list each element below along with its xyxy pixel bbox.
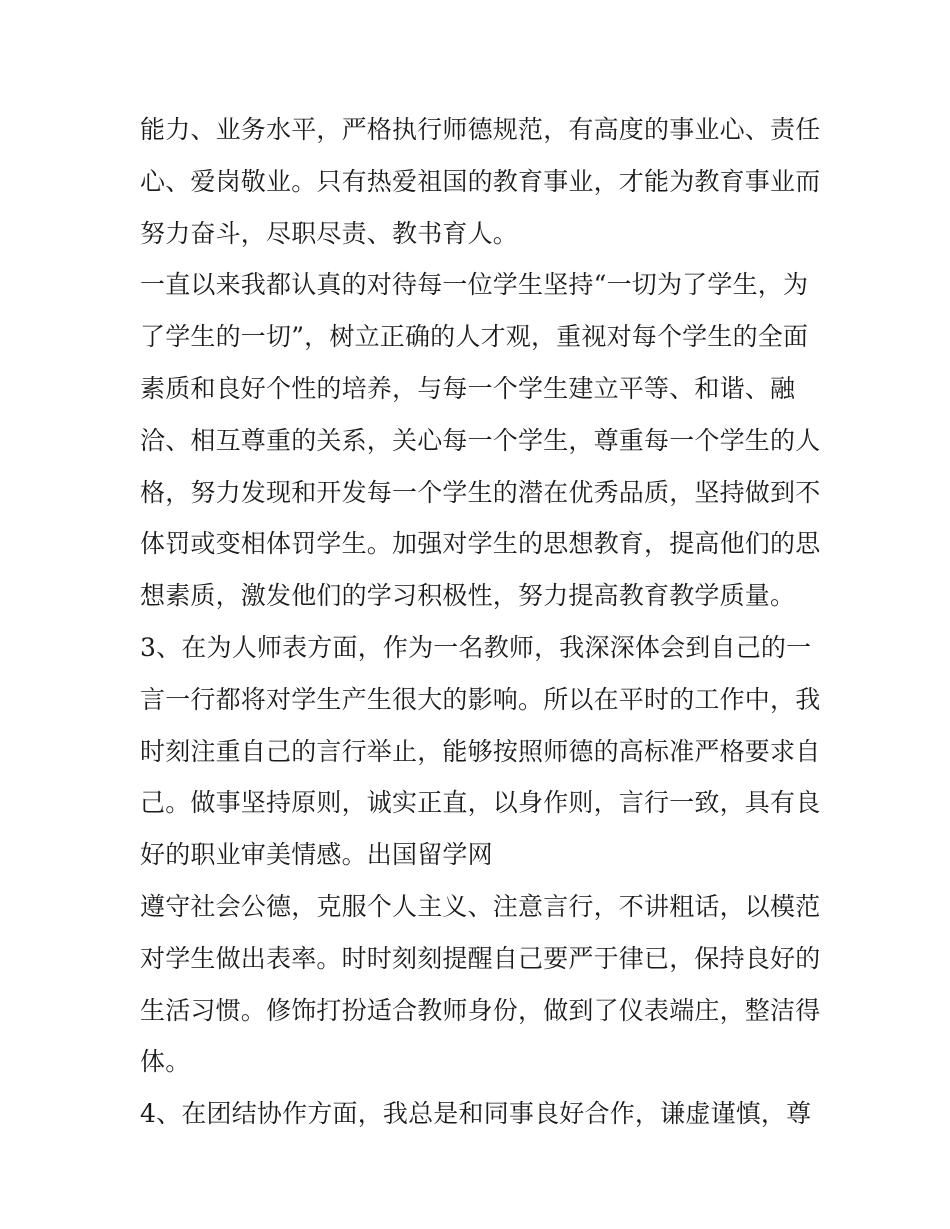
text-line: 素质和良好个性的培养，与每一个学生建立平等、和谐、融 (140, 373, 796, 403)
text-line: 体。 (140, 1047, 191, 1077)
text-line: 努力奋斗，尽职尽责、教书育人。 (140, 218, 519, 248)
text-line: 洽、相互尊重的关系，关心每一个学生，尊重每一个学生的人 (140, 425, 821, 455)
text-line: 生活习惯。修饰打扮适合教师身份，做到了仪表端庄，整洁得 (140, 995, 821, 1025)
text-line: 能力、业务水平，严格执行师德规范，有高度的事业心、责任 (140, 115, 821, 144)
text-line: 言一行都将对学生产生很大的影响。所以在平时的工作中，我 (140, 684, 821, 714)
text-line: 3、在为人师表方面，作为一名教师，我深深体会到自己的一 (140, 632, 812, 662)
text-line: 遵守社会公德，克服个人主义、注意言行，不讲粗话，以模范 (140, 891, 821, 921)
text-line: 对学生做出表率。时时刻刻提醒自己要严于律已，保持良好的 (140, 943, 821, 973)
text-line: 想素质，激发他们的学习积极性，努力提高教育教学质量。 (140, 581, 796, 611)
text-line: 体罚或变相体罚学生。加强对学生的思想教育，提高他们的思 (140, 529, 821, 559)
text-line: 4、在团结协作方面，我总是和同事良好合作，谦虚谨慎，尊 (140, 1099, 812, 1129)
text-line: 己。做事坚持原则，诚实正直，以身作则，言行一致，具有良 (140, 788, 821, 818)
text-line: 时刻注重自己的言行举止，能够按照师德的高标准严格要求自 (140, 736, 821, 766)
document-body (140, 104, 820, 1140)
text-line: 了学生的一切”，树立正确的人才观，重视对每个学生的全面 (140, 322, 809, 352)
text-line: 格，努力发现和开发每一个学生的潜在优秀品质，坚持做到不 (140, 477, 821, 507)
text-line: 好的职业审美情感。出国留学网 (140, 840, 493, 870)
text-line: 心、爱岗敬业。只有热爱祖国的教育事业，才能为教育事业而 (140, 166, 821, 196)
text-line: 一直以来我都认真的对待每一位学生坚持“一切为了学生，为 (140, 270, 809, 300)
